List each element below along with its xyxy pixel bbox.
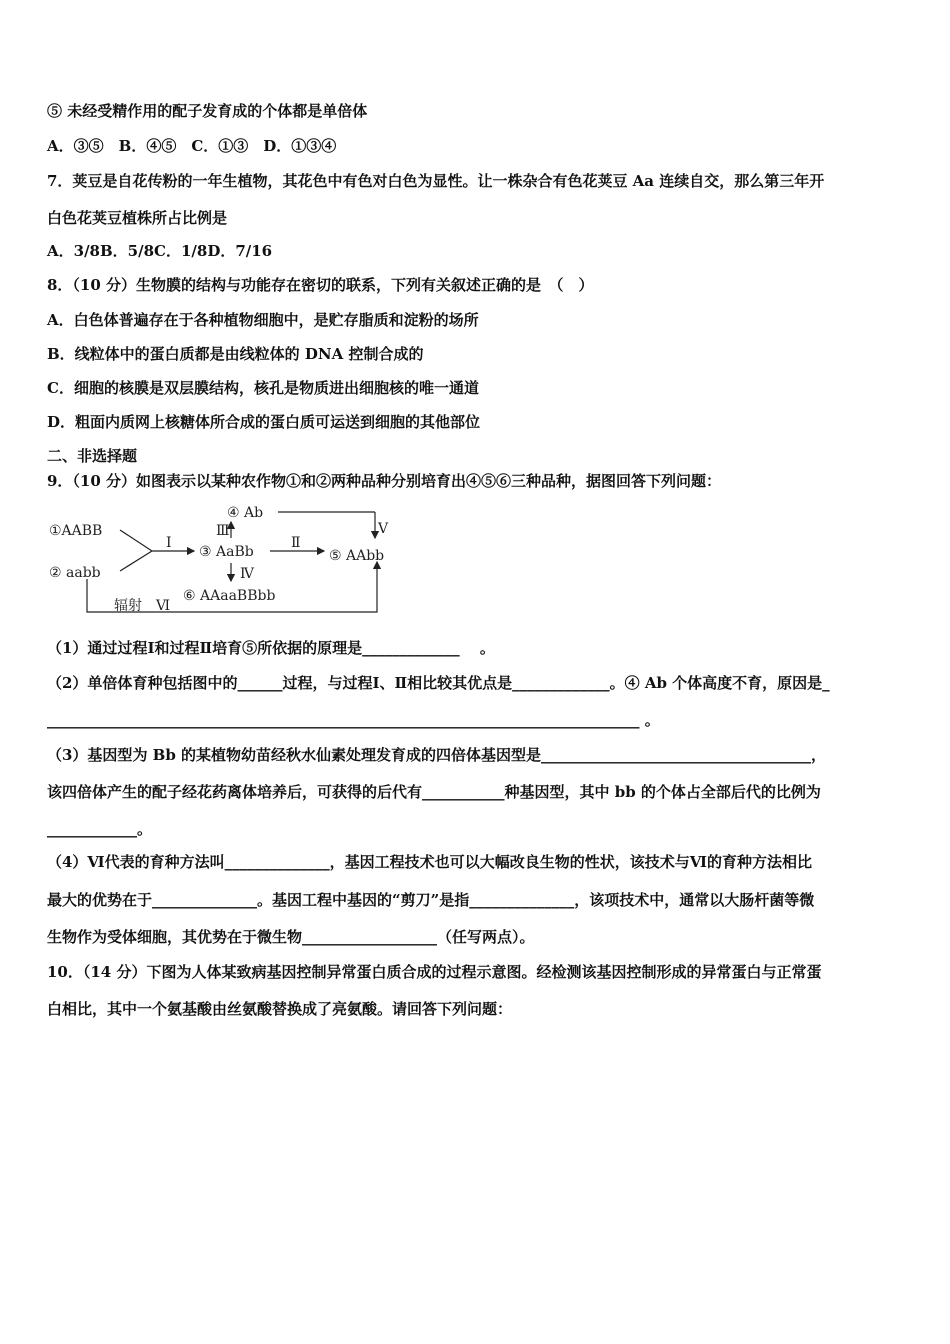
node-6: ⑥ AAaaBBbb <box>183 588 276 604</box>
q7-stem: 7．荚豆是自花传粉的一年生植物，其花色中有色对白色为显性。让一株杂合有色花荚豆 Aa 连续自交，那么第三年开 <box>47 172 825 190</box>
q7-choices: A．3/8B．5/8C．1/8D．7/16 <box>47 242 273 260</box>
section-heading: 二、非选择题 <box>47 447 138 465</box>
label-process-4: Ⅳ <box>240 566 254 582</box>
node-2: ② aabb <box>49 565 101 581</box>
q9-part-3-cont: 该四倍体产生的配子经花药离体培养后，可获得的后代有___________种基因型，其中 bb 的个体占全部后代的比例为 <box>47 783 821 801</box>
q8-option-d: D．粗面内质网上核糖体所合成的蛋白质可运送到细胞的其他部位 <box>47 413 481 431</box>
q9-part-4: （4）Ⅵ代表的育种方法叫______________，基因工程技术也可以大幅改良生物的性状，该技术与Ⅵ的育种方法相比 <box>47 853 812 871</box>
node-3: ③ AaBb <box>199 544 254 560</box>
q8-option-a: A．白色体普遍存在于各种植物细胞中，是贮存脂质和淀粉的场所 <box>47 311 479 329</box>
node-5: ⑤ AAbb <box>329 548 385 564</box>
q8-option-c: C．细胞的核膜是双层膜结构，核孔是物质进出细胞核的唯一通道 <box>47 379 479 397</box>
q10-stem: 10．（14 分）下图为人体某致病基因控制异常蛋白质合成的过程示意图。经检测该基因控制形成的异常蛋白与正常蛋 <box>47 963 822 981</box>
q9-part-3: （3）基因型为 Bb 的某植物幼苗经秋水仙素处理发育成的四倍体基因型是____________________________________， <box>47 746 827 764</box>
label-process-3: Ⅲ <box>216 523 230 539</box>
q6-choices: A．③⑤ B．④⑤ C．①③ D．①③④ <box>47 137 337 155</box>
q9-part-4-cont: 最大的优势在于______________。基因工程中基因的“剪刀”是指______________，该项技术中，通常以大肠杆菌等微 <box>47 891 815 909</box>
line-2-to-merge <box>120 551 152 571</box>
node-4: ④ Ab <box>227 505 264 521</box>
label-process-5: Ⅴ <box>378 521 389 537</box>
line-1-to-merge <box>120 530 152 551</box>
q10-stem-cont: 白相比，其中一个氨基酸由丝氨酸替换成了亮氨酸。请回答下列问题： <box>47 1000 513 1018</box>
q9-part-3-blank: ____________。 <box>47 820 153 838</box>
q8-option-b: B．线粒体中的蛋白质都是由线粒体的 DNA 控制合成的 <box>47 345 424 363</box>
label-process-1: Ⅰ <box>166 535 172 551</box>
label-process-2: Ⅱ <box>291 535 301 551</box>
q9-stem: 9．（10 分）如图表示以某种农作物①和②两种品种分别培育出④⑤⑥三种品种，据图回答下列问题： <box>47 472 722 490</box>
label-process-6: 辐射 Ⅵ <box>114 598 171 614</box>
q9-part-4-end: 生物作为受体细胞，其优势在于微生物__________________（任写两点）。 <box>47 928 535 946</box>
breeding-diagram <box>40 500 410 618</box>
option-5-line: ⑤ 未经受精作用的配子发育成的个体都是单倍体 <box>47 102 368 120</box>
q9-part-1: （1）通过过程Ⅰ和过程Ⅱ培育⑤所依据的原理是_____________ 。 <box>47 639 495 657</box>
q7-stem-cont: 白色花荚豆植株所占比例是 <box>47 209 228 227</box>
node-1: ①AABB <box>49 523 103 539</box>
q8-stem: 8．（10 分）生物膜的结构与功能存在密切的联系，下列有关叙述正确的是 （ ） <box>47 276 594 294</box>
q9-part-2-cont: _______________________________________________________________________________ 。 <box>47 711 660 729</box>
q9-part-2: （2）单倍体育种包括图中的______过程，与过程Ⅰ、Ⅱ相比较其优点是_____________。④ Ab 个体高度不育，原因是_ <box>47 674 830 692</box>
